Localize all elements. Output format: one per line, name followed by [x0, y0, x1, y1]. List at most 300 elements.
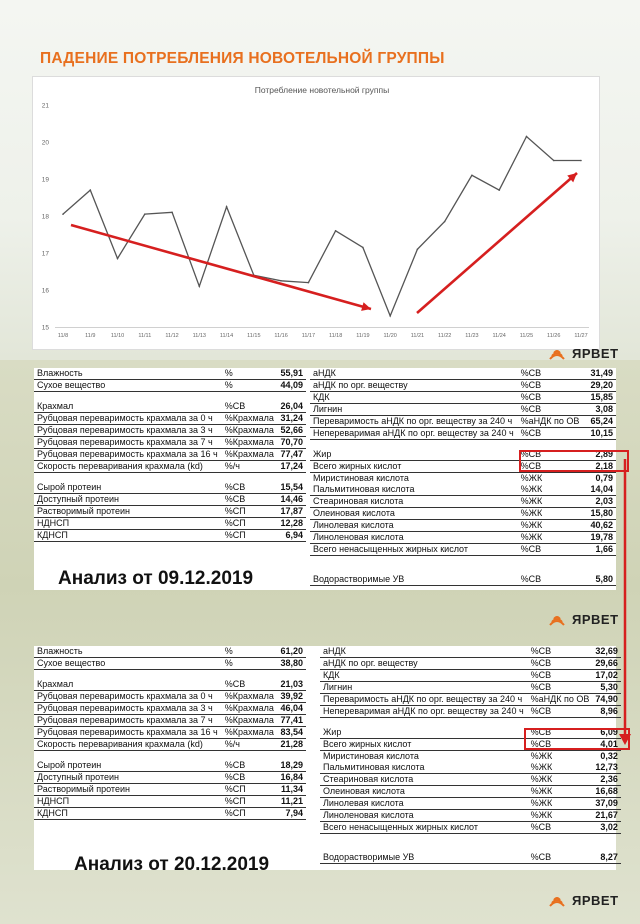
- y-tick-label: 17: [41, 250, 49, 258]
- param-name-cell: Влажность: [34, 368, 221, 380]
- param-unit-cell: %СВ: [517, 428, 585, 440]
- data-point: [526, 136, 528, 138]
- param-unit-cell: %ЖК: [517, 520, 585, 532]
- table-row: [34, 413, 306, 425]
- param-value-cell: 17,87: [277, 506, 306, 518]
- param-name-cell: Олеиновая кислота: [320, 786, 527, 798]
- table-gap-row: [320, 843, 621, 852]
- table-row: [320, 774, 621, 786]
- param-name-cell: Сырой протеин: [34, 482, 221, 494]
- table-gap-row: [320, 834, 621, 844]
- param-value-cell: 2,18: [585, 461, 616, 473]
- param-unit-cell: %ЖК: [527, 810, 593, 822]
- table-row: [34, 518, 306, 530]
- param-name-cell: Всего ненасыщенных жирных кислот: [310, 544, 517, 556]
- param-value-cell: 3,08: [585, 404, 616, 416]
- table-row: [320, 751, 621, 763]
- param-value-cell: 7,94: [277, 808, 306, 820]
- analysis-sheet-1: [34, 368, 616, 590]
- table-gap-row: [310, 565, 616, 574]
- x-tick-label: 11/27: [574, 333, 588, 339]
- param-value-cell: 14,04: [585, 484, 616, 496]
- table-row: [310, 508, 616, 520]
- y-tick-label: 20: [41, 139, 49, 147]
- param-name-cell: Скорость переваривания крахмала (kd): [34, 461, 221, 473]
- param-name-cell: Крахмал: [34, 401, 221, 413]
- param-unit-cell: %ЖК: [527, 786, 593, 798]
- y-tick-label: 15: [41, 324, 49, 332]
- param-value-cell: 31,49: [585, 368, 616, 380]
- table-row: [310, 496, 616, 508]
- param-unit-cell: %ЖК: [517, 484, 585, 496]
- param-name-cell: Олеиновая кислота: [310, 508, 517, 520]
- brand-logo-2: [548, 612, 619, 627]
- param-name-cell: аНДК по орг. веществу: [310, 380, 517, 392]
- param-name-cell: Сухое вещество: [34, 380, 221, 392]
- y-tick-label: 21: [41, 102, 49, 110]
- x-tick-label: 11/10: [110, 333, 125, 339]
- y-tick-label: 16: [41, 287, 49, 295]
- param-unit-cell: %СВ: [221, 482, 277, 494]
- param-unit-cell: %Крахмала: [221, 691, 277, 703]
- param-value-cell: 74,90: [592, 694, 621, 706]
- table-row: [34, 646, 306, 658]
- param-value-cell: 16,84: [277, 772, 306, 784]
- table-row: [320, 852, 621, 864]
- data-point: [498, 189, 500, 191]
- param-unit-cell: %СВ: [527, 822, 593, 834]
- param-unit-cell: %/ч: [221, 461, 277, 473]
- table-row: [34, 368, 306, 380]
- param-value-cell: 15,85: [585, 392, 616, 404]
- param-name-cell: Непереваримая аНДК по орг. веществу за 240 ч: [310, 428, 517, 440]
- analysis-2-right-table: [320, 646, 621, 864]
- brand-waves-icon: [548, 894, 566, 908]
- param-value-cell: 29,66: [592, 658, 621, 670]
- param-name-cell: Жир: [320, 727, 527, 739]
- param-name-cell: Линолевая кислота: [320, 798, 527, 810]
- param-value-cell: 44,09: [277, 380, 306, 392]
- param-unit-cell: %СВ: [517, 392, 585, 404]
- consumption-chart: [32, 76, 600, 350]
- data-point: [308, 282, 310, 284]
- table-row: [310, 380, 616, 392]
- table-gap-row: [310, 440, 616, 450]
- param-name-cell: Линолевая кислота: [310, 520, 517, 532]
- param-name-cell: Растворимый протеин: [34, 784, 221, 796]
- param-unit-cell: %СП: [221, 784, 277, 796]
- analysis-1-left-table: [34, 368, 306, 542]
- param-value-cell: 39,92: [277, 691, 306, 703]
- param-value-cell: 3,02: [592, 822, 621, 834]
- param-name-cell: аНДК: [310, 368, 517, 380]
- brand-logo-1: [548, 346, 619, 361]
- param-unit-cell: %СП: [221, 506, 277, 518]
- param-name-cell: КДК: [320, 670, 527, 682]
- param-name-cell: Лигнин: [310, 404, 517, 416]
- x-tick-label: 11/20: [383, 333, 397, 339]
- param-value-cell: 11,21: [277, 796, 306, 808]
- param-name-cell: Растворимый протеин: [34, 506, 221, 518]
- brand-name: ЯРВЕТ: [572, 346, 619, 361]
- param-value-cell: 15,80: [585, 508, 616, 520]
- x-tick-label: 11/24: [492, 333, 506, 339]
- brand-name: ЯРВЕТ: [572, 612, 619, 627]
- param-value-cell: 2,89: [585, 449, 616, 461]
- table-row: [310, 484, 616, 496]
- table-row: [310, 473, 616, 485]
- table-row: [34, 380, 306, 392]
- param-unit-cell: %СП: [221, 530, 277, 542]
- table-row: [310, 428, 616, 440]
- data-point: [471, 175, 473, 177]
- param-unit-cell: %: [221, 368, 277, 380]
- param-value-cell: 11,34: [277, 784, 306, 796]
- x-tick-label: 11/13: [192, 333, 206, 339]
- param-unit-cell: %ЖК: [517, 496, 585, 508]
- param-name-cell: Стеариновая кислота: [310, 496, 517, 508]
- param-unit-cell: %ЖК: [517, 508, 585, 520]
- param-value-cell: 2,36: [592, 774, 621, 786]
- param-name-cell: Линоленовая кислота: [320, 810, 527, 822]
- analysis-1-right-table: [310, 368, 616, 586]
- param-value-cell: 38,80: [277, 658, 306, 670]
- param-name-cell: Рубцовая переваримость крахмала за 0 ч: [34, 413, 221, 425]
- brand-logo-3: [548, 893, 619, 908]
- param-value-cell: 4,01: [592, 739, 621, 751]
- param-unit-cell: %Крахмала: [221, 703, 277, 715]
- param-unit-cell: %СВ: [517, 368, 585, 380]
- param-unit-cell: %Крахмала: [221, 437, 277, 449]
- param-name-cell: Переваримость аНДК по орг. веществу за 240 ч: [310, 416, 517, 428]
- param-value-cell: 15,54: [277, 482, 306, 494]
- param-name-cell: КДК: [310, 392, 517, 404]
- table-row: [34, 658, 306, 670]
- table-gap-row: [310, 556, 616, 566]
- table-row: [34, 449, 306, 461]
- param-unit-cell: %аНДК по ОВ: [517, 416, 585, 428]
- table-row: [34, 425, 306, 437]
- x-tick-label: 11/11: [138, 333, 152, 339]
- x-tick-label: 11/25: [519, 333, 534, 339]
- data-point: [362, 247, 364, 249]
- table-row: [310, 404, 616, 416]
- param-name-cell: НДНСП: [34, 796, 221, 808]
- param-value-cell: 83,54: [277, 727, 306, 739]
- param-value-cell: 10,15: [585, 428, 616, 440]
- param-unit-cell: %ЖК: [527, 798, 593, 810]
- table-row: [34, 760, 306, 772]
- data-point: [280, 280, 282, 282]
- param-unit-cell: %СВ: [517, 404, 585, 416]
- data-point: [226, 206, 228, 208]
- x-tick-label: 11/12: [165, 333, 179, 339]
- param-name-cell: Миристиновая кислота: [323, 751, 419, 761]
- param-value-cell: 14,46: [277, 494, 306, 506]
- param-name-cell: Пальмитиновая кислота: [320, 762, 527, 774]
- param-unit-cell: %СВ: [527, 852, 593, 864]
- param-name-cell: Миристиновая кислота: [313, 473, 409, 483]
- x-tick-label: 11/23: [465, 333, 479, 339]
- param-name-cell: Рубцовая переваримость крахмала за 16 ч: [34, 449, 221, 461]
- param-name-cell: Рубцовая переваримость крахмала за 3 ч: [34, 703, 221, 715]
- param-value-cell: 1,66: [585, 544, 616, 556]
- table-row: [320, 682, 621, 694]
- param-name-cell: Стеариновая кислота: [320, 774, 527, 786]
- param-value-cell: 8,96: [592, 706, 621, 718]
- param-value-cell: 29,20: [585, 380, 616, 392]
- param-name-cell: Скорость переваривания крахмала (kd): [34, 739, 221, 751]
- param-value-cell: 40,62: [585, 520, 616, 532]
- table-row: [34, 461, 306, 473]
- data-point: [444, 221, 446, 223]
- param-unit-cell: %Крахмала: [221, 715, 277, 727]
- table-row: [34, 506, 306, 518]
- table-row: [310, 368, 616, 380]
- param-unit-cell: %Крахмала: [221, 727, 277, 739]
- x-tick-label: 11/8: [57, 333, 69, 339]
- param-value-cell: 55,91: [277, 368, 306, 380]
- param-unit-cell: %ЖК: [527, 774, 593, 786]
- data-point: [389, 315, 391, 317]
- param-unit-cell: %ЖК: [527, 762, 593, 774]
- x-tick-label: 11/21: [410, 333, 425, 339]
- param-unit-cell: %СВ: [221, 494, 277, 506]
- param-unit-cell: %СП: [221, 796, 277, 808]
- param-name-cell: Всего жирных кислот: [320, 739, 527, 751]
- param-unit-cell: %: [221, 380, 277, 392]
- param-unit-cell: %СВ: [221, 401, 277, 413]
- param-name-cell: КДНСП: [34, 808, 221, 820]
- data-point: [335, 230, 337, 232]
- param-unit-cell: %СВ: [221, 772, 277, 784]
- analysis-1-caption: Анализ от 09.12.2019: [58, 568, 254, 589]
- table-row: [34, 530, 306, 542]
- param-name-cell: аНДК по орг. веществу: [320, 658, 527, 670]
- param-name-cell: Жир: [310, 449, 517, 461]
- param-unit-cell: %СП: [221, 808, 277, 820]
- brand-waves-icon: [548, 613, 566, 627]
- param-value-cell: 46,04: [277, 703, 306, 715]
- param-value-cell: 31,24: [277, 413, 306, 425]
- param-value-cell: 65,24: [585, 416, 616, 428]
- param-unit-cell: %СВ: [221, 679, 277, 691]
- table-gap-row: [34, 751, 306, 761]
- param-unit-cell: %СВ: [527, 670, 593, 682]
- analysis-sheet-2: [34, 646, 616, 870]
- param-unit-cell: %ЖК: [530, 751, 553, 761]
- uptrend-arrow-line: [417, 173, 577, 313]
- table-row: [320, 798, 621, 810]
- slide-title: ПАДЕНИЕ ПОТРЕБЛЕНИЯ НОВОТЕЛЬНОЙ ГРУППЫ: [40, 50, 445, 67]
- param-unit-cell: %СВ: [527, 682, 593, 694]
- table-row: [34, 784, 306, 796]
- param-unit-cell: %СВ: [517, 544, 585, 556]
- param-value-cell: 37,09: [592, 798, 621, 810]
- param-value-cell: 32,69: [592, 646, 621, 658]
- param-unit-cell: %СВ: [517, 380, 585, 392]
- y-tick-label: 19: [41, 176, 49, 184]
- param-name-cell: Переваримость аНДК по орг. веществу за 240 ч: [320, 694, 527, 706]
- data-point: [89, 189, 91, 191]
- data-point: [417, 249, 419, 251]
- table-row: [320, 658, 621, 670]
- table-row: [34, 796, 306, 808]
- table-row: [34, 739, 306, 751]
- param-name-cell: НДНСП: [34, 518, 221, 530]
- param-unit-cell: %/ч: [221, 739, 277, 751]
- table-row: [310, 392, 616, 404]
- x-tick-label: 11/9: [85, 333, 96, 339]
- param-value-cell: 16,68: [592, 786, 621, 798]
- param-name-cell: Водорастворимые УВ: [310, 574, 517, 586]
- data-point: [144, 213, 146, 215]
- param-value-cell: 0,79: [595, 473, 613, 483]
- param-unit-cell: %СВ: [527, 727, 593, 739]
- param-unit-cell: %Крахмала: [221, 449, 277, 461]
- table-gap-row: [34, 473, 306, 483]
- param-name-cell: Рубцовая переваримость крахмала за 3 ч: [34, 425, 221, 437]
- param-unit-cell: %СВ: [517, 574, 585, 586]
- param-value-cell: 77,47: [277, 449, 306, 461]
- table-gap-row: [320, 718, 621, 728]
- param-value-cell: 19,78: [585, 532, 616, 544]
- param-name-cell: Крахмал: [34, 679, 221, 691]
- param-unit-cell: %СВ: [221, 760, 277, 772]
- param-unit-cell: %СВ: [527, 739, 593, 751]
- param-unit-cell: %СВ: [517, 461, 585, 473]
- param-name-cell: Непереваримая аНДК по орг. веществу за 240 ч: [320, 706, 527, 718]
- param-name-cell: Рубцовая переваримость крахмала за 7 ч: [34, 715, 221, 727]
- table-row: [34, 691, 306, 703]
- param-value-cell: 21,28: [277, 739, 306, 751]
- fat-highlight-box-2: [524, 728, 630, 750]
- table-row: [320, 762, 621, 774]
- brand-waves-icon: [548, 347, 566, 361]
- analysis-2-left-table: [34, 646, 306, 820]
- param-value-cell: 21,03: [277, 679, 306, 691]
- param-name-cell: Влажность: [34, 646, 221, 658]
- param-unit-cell: %Крахмала: [221, 413, 277, 425]
- param-unit-cell: %ЖК: [520, 473, 543, 483]
- x-tick-label: 11/14: [219, 333, 234, 339]
- x-tick-label: 11/16: [274, 333, 288, 339]
- param-name-cell: аНДК: [320, 646, 527, 658]
- brand-name: ЯРВЕТ: [572, 893, 619, 908]
- table-row: [34, 679, 306, 691]
- param-value-cell: 5,80: [585, 574, 616, 586]
- param-value-cell: 18,29: [277, 760, 306, 772]
- param-value-cell: 5,30: [592, 682, 621, 694]
- x-tick-label: 11/18: [328, 333, 343, 339]
- table-gap-row: [34, 392, 306, 402]
- param-value-cell: 52,66: [277, 425, 306, 437]
- param-value-cell: 61,20: [277, 646, 306, 658]
- table-row: [320, 694, 621, 706]
- x-tick-label: 11/19: [356, 333, 370, 339]
- param-unit-cell: %СВ: [527, 658, 593, 670]
- table-gap-row: [34, 670, 306, 680]
- table-row: [34, 482, 306, 494]
- table-row: [310, 532, 616, 544]
- param-name-cell: Всего жирных кислот: [310, 461, 517, 473]
- table-row: [310, 520, 616, 532]
- x-tick-label: 11/26: [547, 333, 561, 339]
- param-value-cell: 17,24: [277, 461, 306, 473]
- param-value-cell: 0,32: [600, 751, 618, 761]
- chart-title: Потребление новотельной группы: [254, 85, 390, 95]
- param-value-cell: 12,28: [277, 518, 306, 530]
- data-point: [62, 213, 64, 215]
- param-name-cell: Водорастворимые УВ: [320, 852, 527, 864]
- param-value-cell: 12,73: [592, 762, 621, 774]
- param-value-cell: 26,04: [277, 401, 306, 413]
- param-unit-cell: %СВ: [527, 706, 593, 718]
- param-unit-cell: %СВ: [517, 449, 585, 461]
- table-row: [310, 544, 616, 556]
- param-name-cell: КДНСП: [34, 530, 221, 542]
- x-tick-label: 11/15: [247, 333, 261, 339]
- downtrend-arrow-line: [71, 225, 371, 309]
- series-line: [63, 137, 581, 316]
- data-point: [171, 212, 173, 214]
- data-point: [580, 160, 582, 162]
- table-row: [34, 727, 306, 739]
- param-unit-cell: %: [221, 658, 277, 670]
- param-name-cell: Линоленовая кислота: [310, 532, 517, 544]
- x-tick-label: 11/17: [301, 333, 316, 339]
- table-row: [310, 416, 616, 428]
- x-tick-label: 11/22: [438, 333, 452, 339]
- data-point: [199, 286, 201, 288]
- param-value-cell: 6,94: [277, 530, 306, 542]
- table-row: [34, 772, 306, 784]
- param-value-cell: 2,03: [585, 496, 616, 508]
- table-row: [320, 822, 621, 834]
- param-name-cell: Лигнин: [320, 682, 527, 694]
- table-row: [34, 703, 306, 715]
- table-row: [34, 808, 306, 820]
- table-row: [320, 670, 621, 682]
- table-row: [320, 810, 621, 822]
- param-unit-cell: %СП: [221, 518, 277, 530]
- table-row: [320, 706, 621, 718]
- param-name-cell: Доступный протеин: [34, 494, 221, 506]
- consumption-chart-svg: [33, 77, 599, 349]
- param-value-cell: 8,27: [592, 852, 621, 864]
- param-unit-cell: %: [221, 646, 277, 658]
- data-point: [117, 258, 119, 260]
- param-name-cell: Всего ненасыщенных жирных кислот: [320, 822, 527, 834]
- table-row: [320, 786, 621, 798]
- table-row: [320, 646, 621, 658]
- table-row: [34, 715, 306, 727]
- param-unit-cell: %СВ: [527, 646, 593, 658]
- table-row: [34, 494, 306, 506]
- param-value-cell: 21,67: [592, 810, 621, 822]
- param-name-cell: Доступный протеин: [34, 772, 221, 784]
- param-name-cell: Пальмитиновая кислота: [310, 484, 517, 496]
- param-value-cell: 77,41: [277, 715, 306, 727]
- param-value-cell: 70,70: [277, 437, 306, 449]
- param-name-cell: Сырой протеин: [34, 760, 221, 772]
- param-name-cell: Рубцовая переваримость крахмала за 7 ч: [34, 437, 221, 449]
- param-name-cell: Рубцовая переваримость крахмала за 0 ч: [34, 691, 221, 703]
- param-name-cell: Рубцовая переваримость крахмала за 16 ч: [34, 727, 221, 739]
- param-value-cell: 6,09: [592, 727, 621, 739]
- y-tick-label: 18: [41, 213, 49, 221]
- data-point: [553, 160, 555, 162]
